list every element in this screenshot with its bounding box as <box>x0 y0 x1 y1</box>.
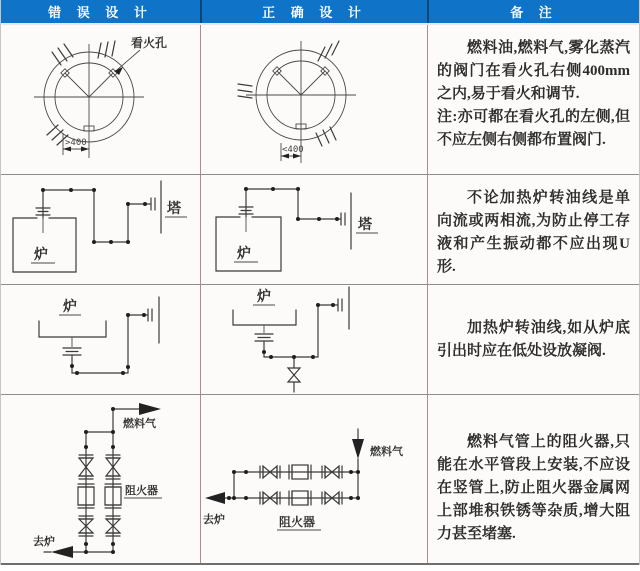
cell-r4-wrong <box>1 395 200 563</box>
furnace-label: 炉 <box>63 300 77 315</box>
furnace-label: 炉 <box>257 290 271 305</box>
diagram-r4-correct <box>201 395 427 565</box>
row-4 <box>1 395 639 565</box>
pipe-with-drain <box>264 305 338 357</box>
furnace-bottom <box>233 310 296 325</box>
diagram-r3-wrong <box>1 285 200 395</box>
furnace-outline <box>216 217 281 271</box>
diagram-r2-correct <box>201 175 427 285</box>
to-furnace-arrow <box>205 492 225 504</box>
dimension-label: >400 <box>65 138 87 148</box>
furnace-nozzle-valve <box>36 208 50 218</box>
cell-r1-remark <box>427 25 639 174</box>
table-header <box>1 0 639 25</box>
cell-r1-correct <box>200 25 427 174</box>
to-furnace-label: 去炉 <box>33 536 55 548</box>
furnace-outline <box>13 218 76 272</box>
cell-r2-remark <box>427 175 639 284</box>
burner-hatch-upper-left <box>52 44 73 65</box>
cell-r1-wrong <box>1 25 200 174</box>
tower-label: 塔 <box>358 218 372 233</box>
cell-r3-correct <box>200 285 427 394</box>
furnace-bottom <box>39 321 106 337</box>
dimension-label: <400 <box>282 145 304 155</box>
peephole-label: 看火孔 <box>131 36 168 50</box>
pipe-no-drain <box>72 315 148 373</box>
diagram-r2-wrong <box>1 175 200 285</box>
remark-text: 燃料气管上的阻火器,只能在水平管段上安装,不应设在竖管上,防止阻火器金属网上部堆积铁锈等杂质,增大阻力甚至堵塞. <box>437 434 630 542</box>
diagram-r3-correct <box>201 285 427 395</box>
arrester-label: 阻火器 <box>279 515 316 529</box>
cell-r2-correct <box>200 175 427 284</box>
cell-r2-wrong <box>1 175 200 284</box>
header-correct-design: 正 确 设 计 <box>200 0 427 23</box>
bottom-nozzle-flange <box>255 334 273 351</box>
remark-text: 加热炉转油线,如从炉底引出时应在低处设放凝阀. <box>437 320 630 359</box>
pipe-no-u <box>246 189 341 219</box>
cell-r4-remark <box>427 395 639 563</box>
remark-text: 不论加热炉转油线是单向流或两相流,为防止停工存液和产生振动都不应出现U形. <box>437 190 630 275</box>
remark-text: 燃料油,燃料气,雾化蒸汽的阀门在看火孔右侧400mm之内,易于看火和调节. <box>437 40 630 102</box>
bottom-nozzle-flange <box>63 348 81 365</box>
burner-hatch-left <box>238 84 252 98</box>
furnace-label: 炉 <box>34 248 48 263</box>
cell-r3-wrong <box>1 285 200 394</box>
fuel-gas-label: 燃料气 <box>370 446 403 458</box>
tower-label: 塔 <box>167 202 181 217</box>
drain-valve <box>288 368 300 392</box>
burner-hatch-top-right <box>318 41 339 61</box>
row-3 <box>1 285 639 395</box>
fuel-gas-arrow <box>139 403 161 415</box>
row-1 <box>1 25 639 175</box>
fuel-gas-label: 燃料气 <box>123 418 156 430</box>
cell-r3-remark <box>427 285 639 394</box>
furnace-label: 炉 <box>237 247 251 262</box>
pipe-u-shape <box>43 190 151 242</box>
arrester-label: 阻火器 <box>125 485 158 497</box>
header-remark: 备 注 <box>427 0 639 23</box>
to-furnace-label: 去炉 <box>203 514 225 526</box>
header-wrong-design: 错 误 设 计 <box>48 5 153 20</box>
diagram-r1-wrong <box>1 25 200 175</box>
diagram-r4-wrong <box>1 395 200 565</box>
diagram-r1-correct <box>201 25 427 175</box>
furnace-nozzle-valve <box>239 207 253 217</box>
cell-r4-correct <box>200 395 427 563</box>
row-2 <box>1 175 639 285</box>
remark-note: 注:亦可都在看火孔的左侧,但不应左侧右侧都布置阀门. <box>437 109 630 148</box>
fuel-gas-arrow <box>352 439 364 459</box>
